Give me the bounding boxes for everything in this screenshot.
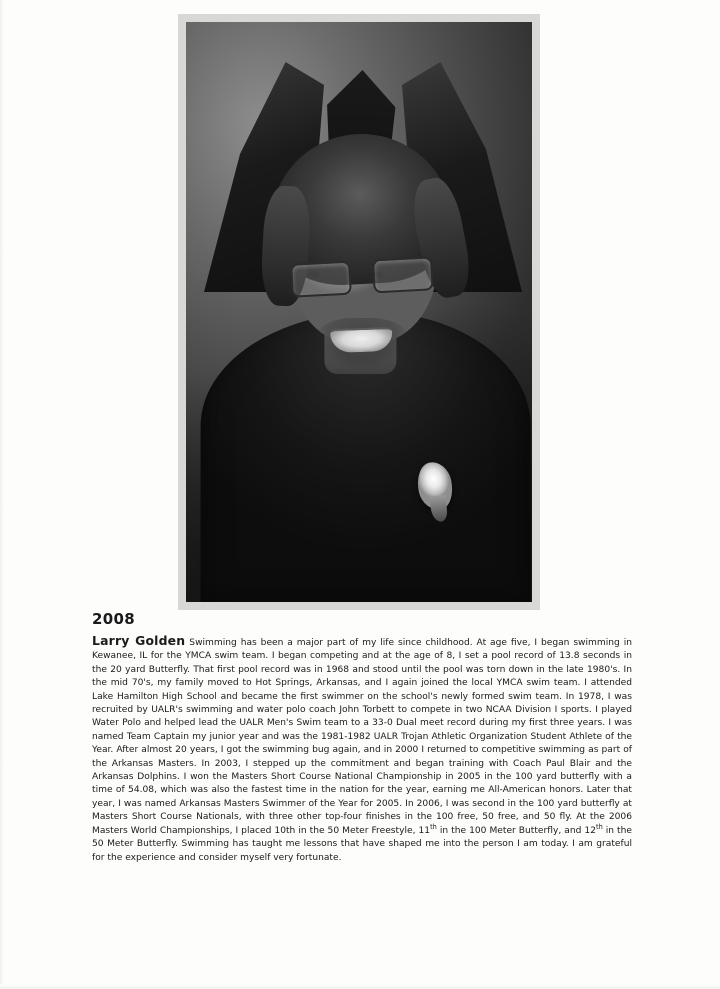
biography-text	[92, 634, 632, 865]
ordinal-twelve-suffix: th	[595, 822, 603, 831]
ordinal-twelve: 12	[584, 825, 596, 836]
biography-paragraph-1: Swimming has been a major part of my life since childhood. At age five, I began swimming in Kewanee, IL for the YMCA swim team. I began competing and at the age of 8, I set a pool record of 13.8 seconds in the 20 yard Butterfly. That first pool record was in 1968 and stood until the pool was torn down in the late 1980's. In the mid 70's, my family moved to Hot Springs, Arkansas, and I again joined the local YMCA swim team. I attended Lake Hamilton High School and became the first swimmer on the school's newly formed swim team. In 1978, I was recruited by UALR's swimming and water polo coach John Torbett to compete in two NCAA Division I sports. I played Water Polo and helped lead the UALR Men's Swim team to a 33-0 Dual meet record during my first three years. I was named Team Captain my junior year and was the 1981-1982 UALR Trojan Athletic Organization Student Athlete of the Year. After almost 20 years, I got the swimming bug again, and in 2000 I returned to competitive swimming as part of the Arkansas Masters. In 2003, I stepped up the commitment and began training with Coach Paul Blair and the Arkansas Dolphins. I won the Masters Short Course National Championship in 2005 in the 100 yard butterfly with a time of 54.08, which was also the fastest time in the nation for the year, earning me All-American honors. Later that year, I was named Arkansas Masters Swimmer of the Year for 2005. In 2006, I was second in the 100 yard butterfly at Masters Short Course Nationals, with three other top-four finishes in the 100 free, 50 free, and 50 fly. At the 2006 Masters World Championships, I placed 10th in the 50 Meter Freestyle,	[92, 638, 632, 836]
eyeglass-lens-left	[290, 261, 352, 298]
biography-paragraph-2: in the 100 Meter Butterfly, and	[436, 825, 585, 836]
induction-year: 2008	[92, 610, 135, 628]
eyeglass-lens-right	[372, 256, 434, 293]
portrait-photo	[186, 22, 532, 602]
honoree-name: Larry Golden	[92, 633, 186, 648]
biography-paragraph-3: in the 50 Meter Butterfly. Swimming has taught me lessons that have shaped me into the person I am today. I am grateful for the experience and consider myself very fortunate.	[92, 825, 632, 863]
biography-block	[92, 610, 632, 865]
ordinal-eleven-suffix: th	[430, 822, 437, 831]
scan-edge-left	[0, 0, 4, 989]
ordinal-eleven: 11	[418, 825, 431, 836]
portrait-photo-frame	[178, 14, 540, 610]
scan-edge-bottom	[0, 984, 720, 989]
eyeglass-bridge	[349, 269, 375, 273]
